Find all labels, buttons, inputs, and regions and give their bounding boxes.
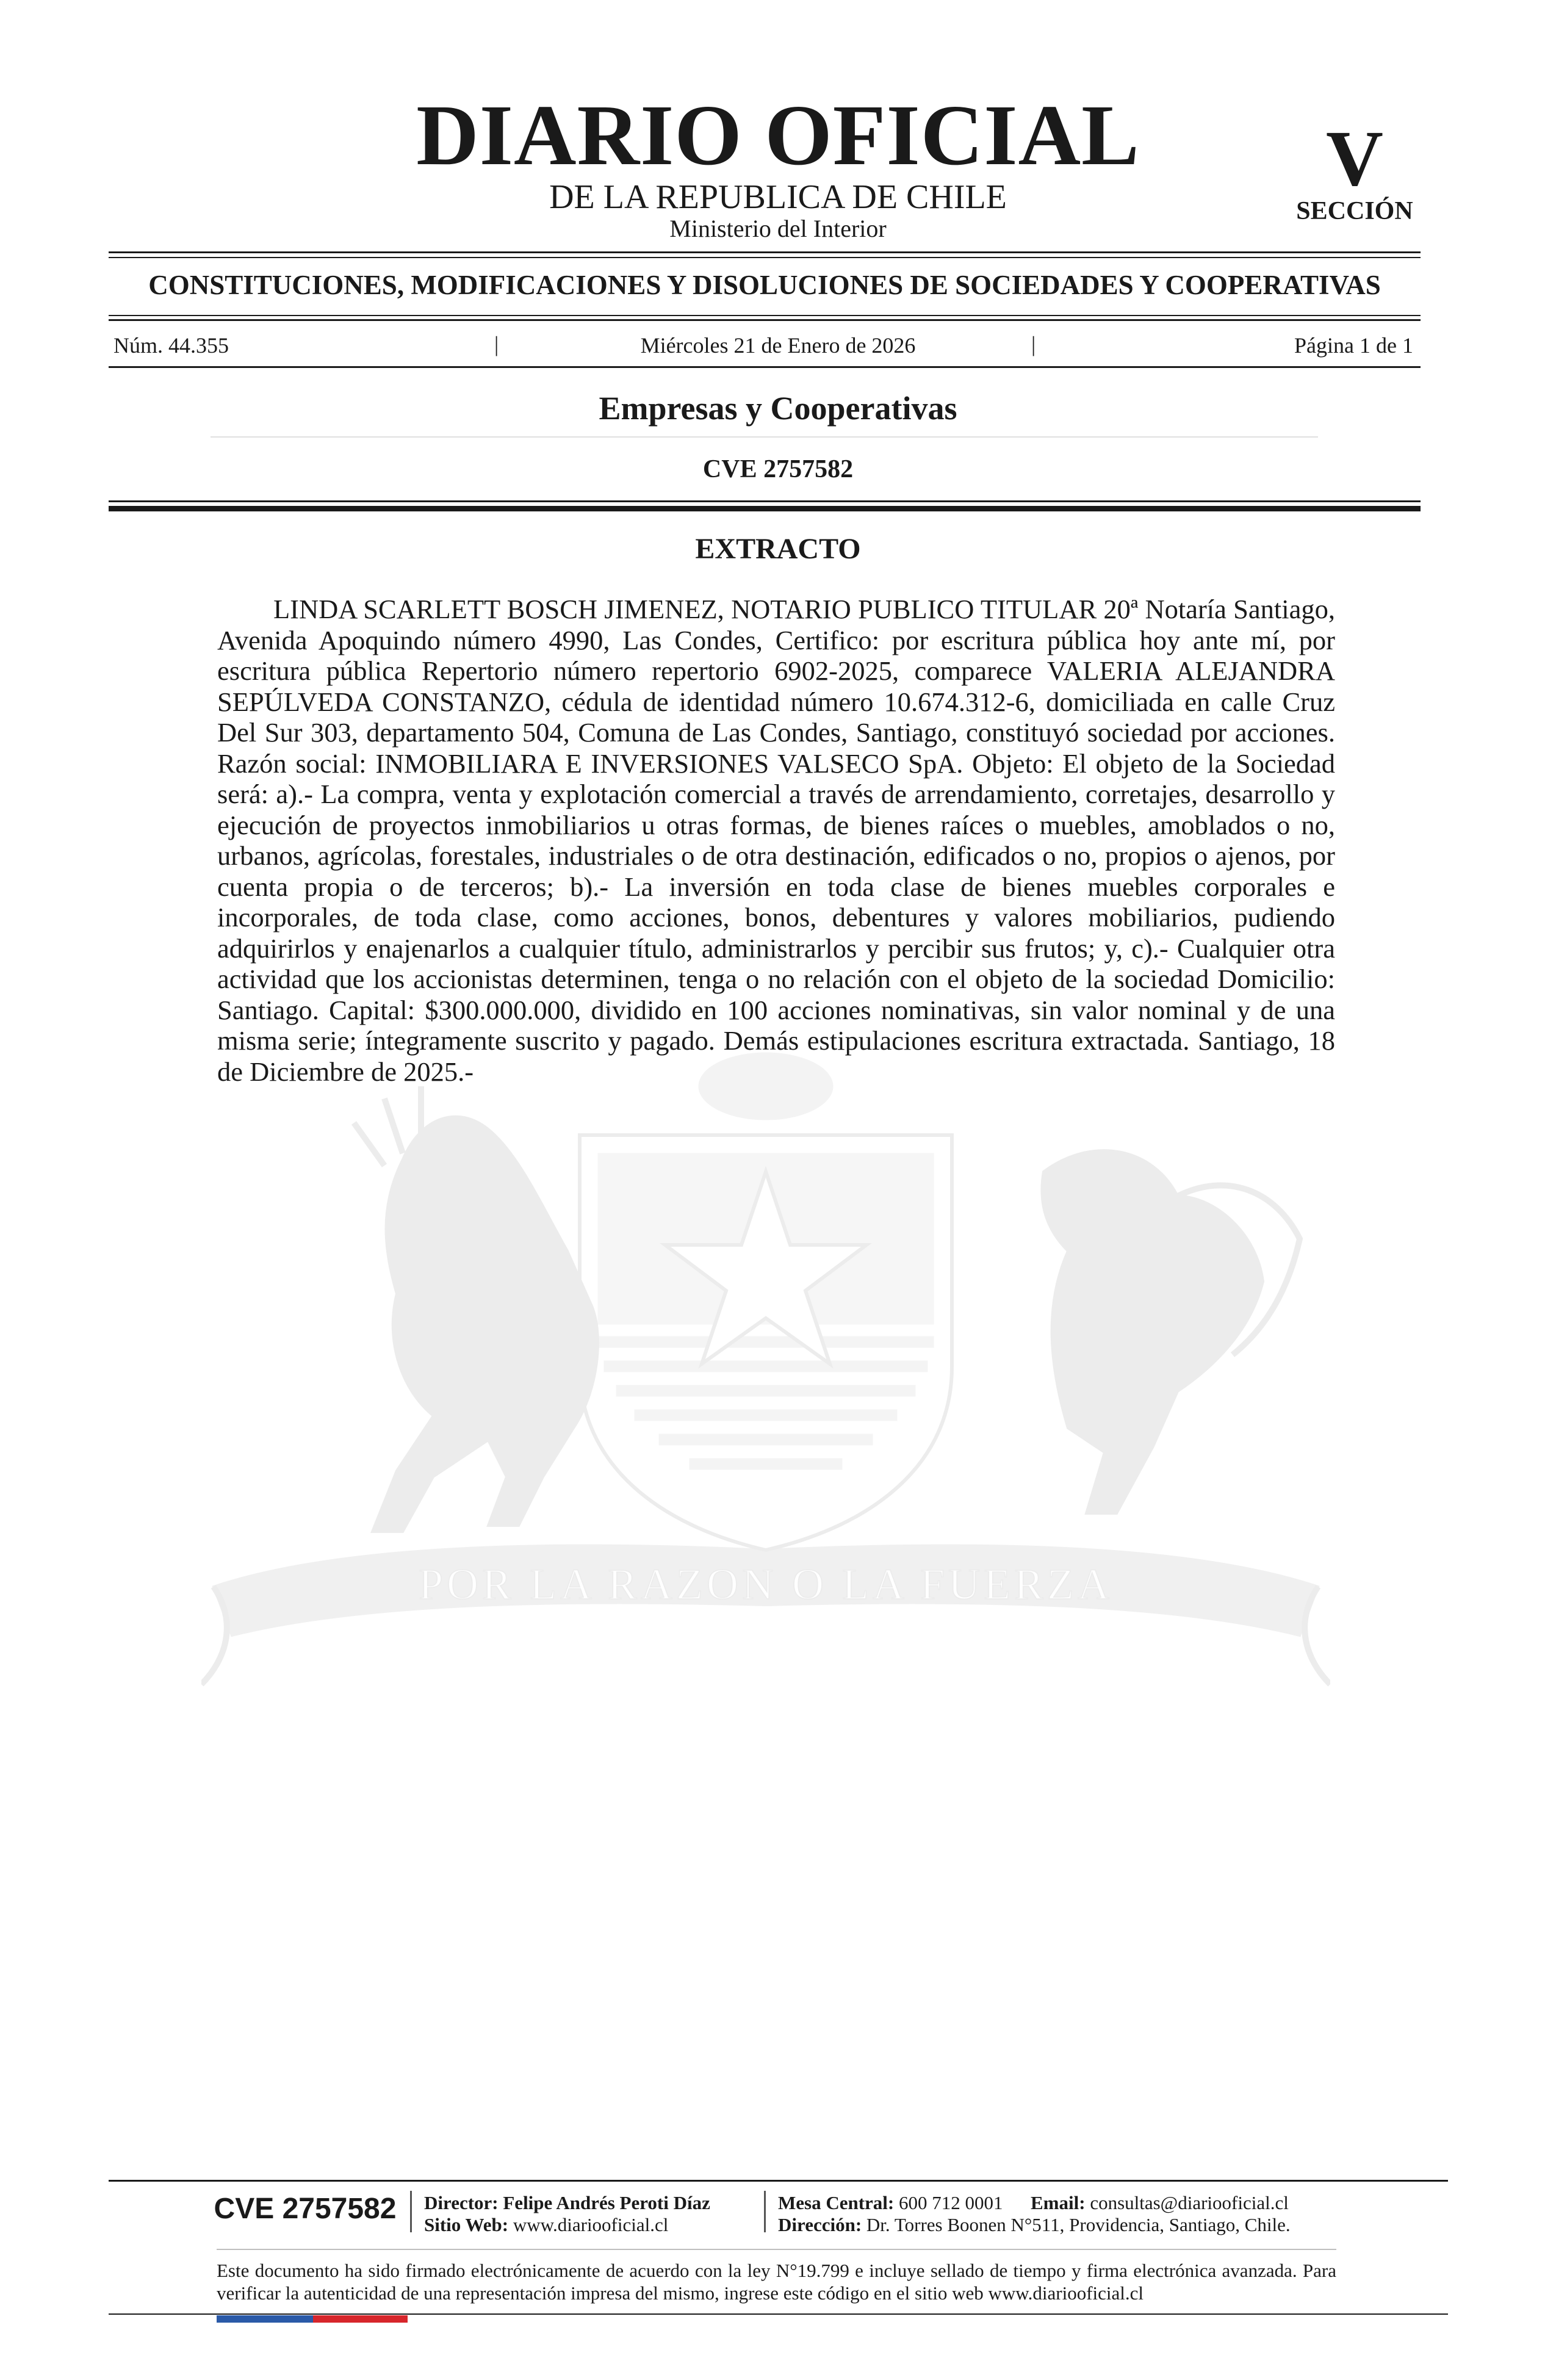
section-number: V (1326, 115, 1383, 203)
director-name: Felipe Andrés Peroti Díaz (503, 2192, 710, 2213)
footer-divider (764, 2191, 766, 2232)
chile-coat-of-arms-icon (201, 1050, 1330, 1697)
extract-title: EXTRACTO (695, 533, 861, 565)
watermark-motto: POR LA RAZON O LA FUERZA (418, 1560, 1114, 1609)
flag-stripe-red (313, 2315, 408, 2323)
footer-rule-top (109, 2180, 1448, 2182)
issue-separator: | (1031, 332, 1036, 356)
website-link[interactable]: www.diariooficial.cl (513, 2214, 669, 2235)
email-link[interactable]: consultas@diariooficial.cl (1090, 2192, 1289, 2213)
category-title: Empresas y Cooperativas (599, 390, 957, 427)
issue-date: Miércoles 21 de Enero de 2026 (640, 333, 916, 358)
email-label: Email: (1031, 2192, 1086, 2213)
phone-number: 600 712 0001 (899, 2192, 1003, 2213)
address-label: Dirección: (778, 2214, 862, 2235)
footer-rule-bottom (109, 2313, 1448, 2315)
masthead-ministry: Ministerio del Interior (669, 215, 887, 242)
info-rule (109, 366, 1421, 368)
footer-notice: Este documento ha sido firmado electrónicamente de acuerdo con la ley N°19.799 e incluye sellado de tiempo y firma electrónica avanzada. Para verificar la autenticidad de una representación impresa del mismo, ingrese este código en el sitio web www.diariooficial.cl (217, 2260, 1336, 2304)
address-text: Dr. Torres Boonen N°511, Providencia, Santiago, Chile. (866, 2214, 1291, 2235)
section-label: SECCIÓN (1296, 197, 1413, 225)
website-label: Sitio Web: (424, 2214, 509, 2235)
footer-director-block (424, 2192, 710, 2236)
masthead-rule-top-thin (109, 257, 1421, 258)
cve-rule-thick (109, 506, 1421, 511)
director-label: Director: (424, 2192, 499, 2213)
footer-rule-mid (217, 2249, 1336, 2250)
category-divider (211, 436, 1318, 438)
footer-divider (410, 2191, 412, 2232)
header-rule-thin (109, 315, 1421, 316)
issue-separator: | (494, 332, 499, 356)
masthead-rule-top (109, 251, 1421, 253)
section-header: CONSTITUCIONES, MODIFICACIONES Y DISOLUCIONES DE SOCIEDADES Y COOPERATIVAS (148, 270, 1381, 300)
flag-stripe-blue (217, 2315, 313, 2323)
masthead-title: DIARIO OFICIAL (416, 87, 1140, 183)
cve-rule (109, 500, 1421, 502)
phone-label: Mesa Central: (778, 2192, 895, 2213)
extract-body: LINDA SCARLETT BOSCH JIMENEZ, NOTARIO PUBLICO TITULAR 20ª Notaría Santiago, Avenida Apoquindo número 4990, Las Condes, Certifico: por escritura pública hoy ante mí, por escritura pública Repertorio número repertorio 6902-2025, comparece VALERIA ALEJANDRA SEPÚLVEDA CONSTANZO, cédula de identidad número 10.674.312-6, domiciliada en calle Cruz Del Sur 303, departamento 504, Comuna de Las Condes, Santiago, constituyó sociedad por acciones. Razón social: INMOBILIARA E INVERSIONES VALSECO SpA. Objeto: El objeto de la Sociedad será: a).- La compra, venta y explotación comercial a través de arrendamiento, corretajes, desarrollo y ejecución de proyectos inmobiliarios u otras formas, de bienes raíces o muebles, amoblados o no, urbanos, agrícolas, forestales, industriales o de otra destinación, edificados o no, propios o ajenos, por cuenta propia o de terceros; b).- La inversión en toda clase de bienes muebles corporales e incorporales, de toda clase, como acciones, bonos, debentures y valores mobiliarios, pudiendo adquirirlos y enajenarlos a cualquier título, administrarlos y percibir sus frutos; y, c).- Cualquier otra actividad que los accionistas determinen, tenga o no relación con el objeto de la sociedad Domicilio: Santiago. Capital: $300.000.000, dividido en 100 acciones nominativas, sin valor nominal y de una misma serie; íntegramente suscrito y pagado. Demás estipulaciones escritura extractada. Santiago, 18 de Diciembre de 2025.- (217, 594, 1335, 1087)
masthead-subtitle: DE LA REPUBLICA DE CHILE (549, 178, 1007, 216)
issue-page: Página 1 de 1 (1294, 333, 1413, 358)
footer-contact-block (778, 2192, 1291, 2236)
header-rule (109, 319, 1421, 321)
cve-code: CVE 2757582 (702, 455, 854, 483)
footer-cve: CVE 2757582 (214, 2193, 397, 2225)
issue-number: Núm. 44.355 (113, 333, 229, 358)
